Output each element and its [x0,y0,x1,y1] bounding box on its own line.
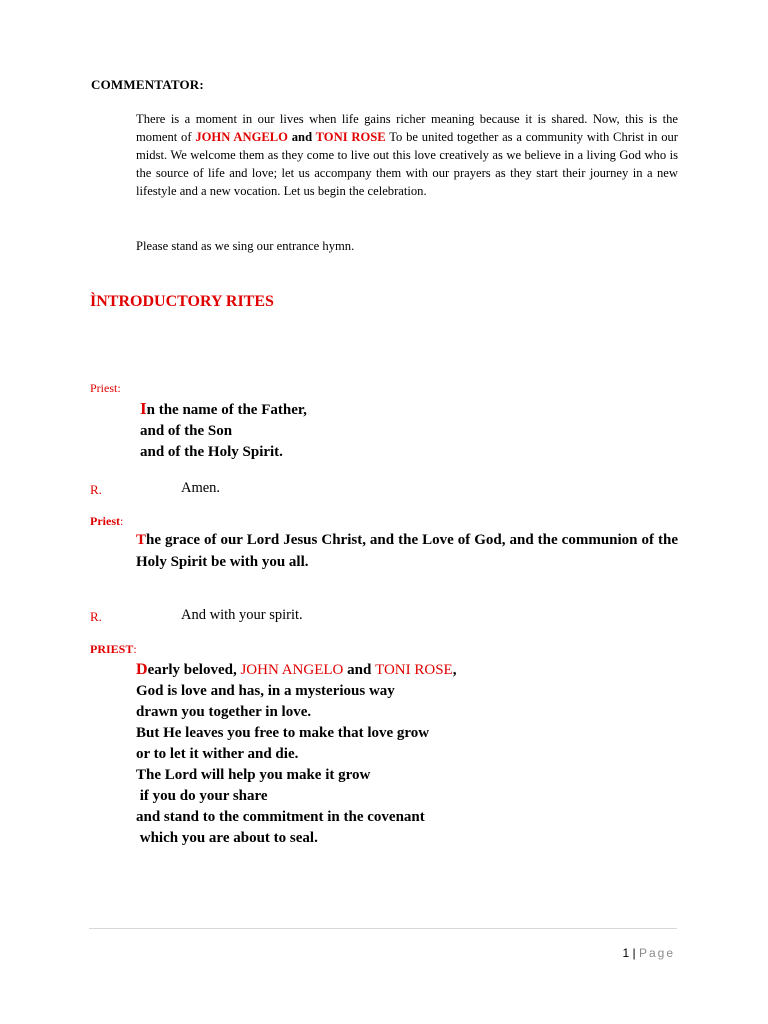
priest-label: Priest: [90,381,121,395]
commentator-text-2: To be united together as a community with Christ in our midst. We welcome them as they come to live out this love creatively as we believe in a living God who is the source of life and love; let us accompany them with our prayers as they start their journey in a new lifestyle and a new vocation. Let us begin the celebration. [136,130,678,198]
dropcap-d: D [136,661,148,678]
address-line-8: and stand to the commitment in the covenant [136,809,425,825]
commentator-paragraph [136,110,678,200]
groom-name: JOHN ANGELO [195,130,288,144]
footer-divider [89,928,677,929]
grace-greeting: The grace of our Lord Jesus Christ, and the Love of God, and the communion of the Holy Spirit be with you all. [136,532,678,570]
section-title: ÌNTRODUCTORY RITES [90,293,274,310]
response-text: And with your spirit. [181,607,303,623]
page-footer: 1 | Page [622,946,675,960]
address-line-9: which you are about to seal. [136,830,318,846]
page-word: Page [638,946,675,960]
invocation-line-1: In the name of the Father, [140,399,307,418]
address-line-1: Dearly beloved, JOHN ANGELO and TONI ROSE, [136,661,457,678]
address-line-5: or to let it wither and die. [136,746,299,762]
address-line-7: if you do your share [136,788,268,804]
dropcap-t: T [136,532,147,548]
priest-label: PRIEST: [90,642,137,656]
groom-name: JOHN ANGELO [240,662,344,678]
commentator-label: COMMENTATOR: [91,77,204,92]
stand-instruction: Please stand as we sing our entrance hymn. [136,239,355,253]
priest-address [136,659,456,849]
priest-label: Priest: [90,514,124,528]
address-line-6: The Lord will help you make it grow [136,767,371,783]
dropcap-i: I [140,399,147,418]
commentator-text-1: There is a moment in our lives when life gains richer meaning because it is shared. Now, this is the moment of [136,112,678,144]
address-line-2: God is love and has, in a mysterious way [136,683,395,699]
response-label: R. [90,609,102,624]
and-word: and [287,130,316,144]
response-label: R. [90,482,102,497]
priest-invocation [140,398,307,463]
response-text: Amen. [181,480,221,496]
page-number: 1 [622,946,630,960]
invocation-line-3: and of the Holy Spirit. [140,444,283,460]
bride-name: TONI ROSE [375,662,453,678]
address-line-4: But He leaves you free to make that love grow [136,725,430,741]
address-line-3: drawn you together in love. [136,704,312,720]
invocation-line-2: and of the Son [140,423,233,439]
bride-name: TONI ROSE [315,130,386,144]
